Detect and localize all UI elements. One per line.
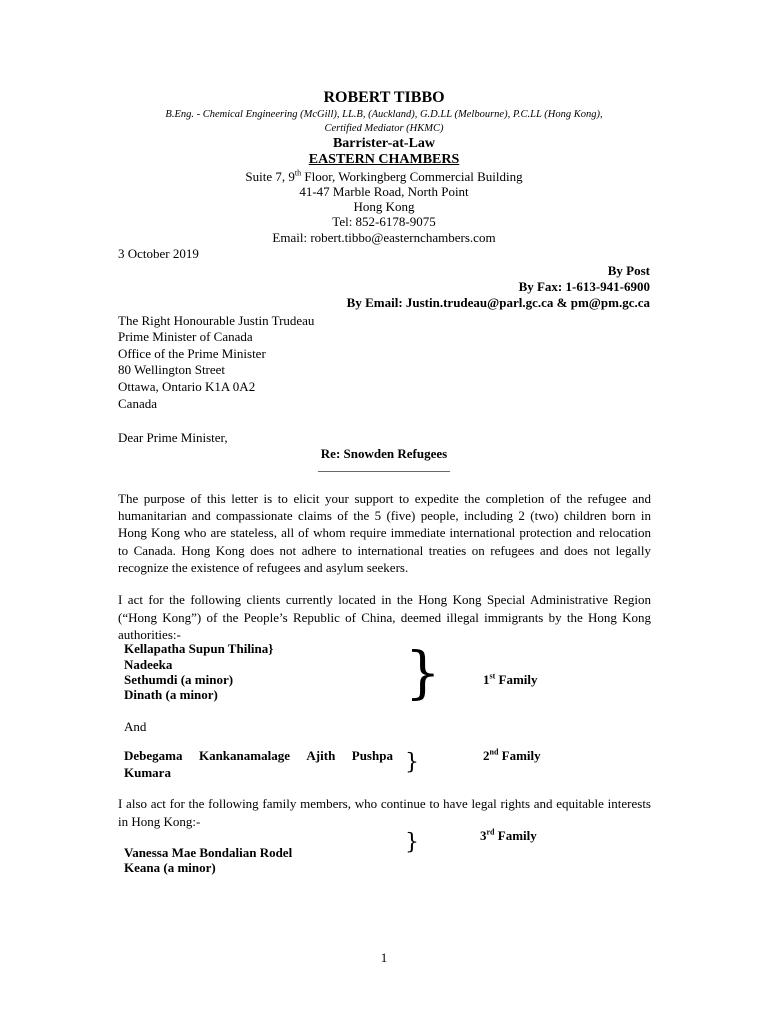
family2-label-sup: nd	[489, 747, 499, 757]
letterhead-name: ROBERT TIBBO	[323, 89, 445, 106]
subject-line: Re: Snowden Refugees	[320, 446, 448, 461]
family3-brace: }	[405, 830, 419, 855]
delivery-email: By Email: Justin.trudeau@parl.gc.ca & pm@pm.gc.ca	[346, 295, 650, 310]
family2-name-part-1: Debegama	[124, 748, 183, 763]
paragraph-family-members: I also act for the following family members, who continue to have legal rights and equitable interests in Hong Kong:-	[118, 796, 651, 829]
letterhead-chambers: EASTERN CHAMBERS	[308, 152, 460, 167]
family2-label-word: Family	[498, 748, 541, 763]
letterhead-title: Barrister-at-Law	[332, 136, 436, 151]
family2-label	[483, 748, 541, 764]
letterhead-credentials-line2: Certified Mediator (HKMC)	[324, 123, 444, 134]
paragraph-clients: I act for the following clients currently located in the Hong Kong Special Administrative Region (“Hong Kong”) of the People’s Republic of China, deemed illegal immigrants by the Hong Kong authorities:-	[118, 592, 651, 642]
subject-rule: ______________________	[318, 459, 450, 473]
family1-member-2: Nadeeka	[124, 657, 173, 672]
recipient-line2: Prime Minister of Canada	[118, 329, 253, 344]
letter-date: 3 October 2019	[118, 246, 199, 261]
family3-label-num: 3	[480, 828, 487, 843]
letterhead-credentials-line1: B.Eng. - Chemical Engineering (McGill), LL.B, (Auckland), G.D.LL (Melbourne), P.C.LL (Hong Kong),	[165, 109, 603, 120]
letterhead-address-city: Hong Kong	[353, 199, 415, 214]
address-suite-pre: Suite 7, 9	[245, 169, 295, 184]
delivery-post: By Post	[607, 263, 650, 278]
family1-member-4: Dinath (a minor)	[124, 687, 218, 702]
salutation: Dear Prime Minister,	[118, 430, 228, 445]
page-number: 1	[380, 950, 388, 965]
family2-name-part-4: Pushpa	[351, 748, 393, 763]
family1-member-3: Sethumdi (a minor)	[124, 672, 234, 687]
family1-label-sup: st	[489, 671, 496, 681]
family1-member-1: Kellapatha Supun Thilina}	[124, 641, 274, 656]
family2-label-num: 2	[483, 748, 490, 763]
recipient-line6: Canada	[118, 396, 157, 411]
and-connector: And	[124, 719, 147, 734]
address-suite-post: Floor, Workingberg Commercial Building	[301, 169, 523, 184]
recipient-line1: The Right Honourable Justin Trudeau	[118, 313, 315, 328]
recipient-line4: 80 Wellington Street	[118, 362, 226, 377]
address-suite-sup: th	[294, 168, 302, 178]
family2-name-part-2: Kankanamalage	[198, 748, 290, 763]
letterhead-address-street: 41-47 Marble Road, North Point	[299, 184, 469, 199]
letterhead-address-suite	[0, 169, 768, 185]
family1-label	[483, 672, 538, 688]
family2-member-line1	[124, 748, 393, 764]
family3-member-2: Keana (a minor)	[124, 860, 216, 875]
family1-label-word: Family	[495, 672, 538, 687]
recipient-line3: Office of the Prime Minister	[118, 346, 266, 361]
family3-label-sup: rd	[486, 827, 495, 837]
letterhead-email: Email: robert.tibbo@easternchambers.com	[272, 230, 496, 245]
family1-brace: }	[405, 641, 441, 706]
family3-member-1: Vanessa Mae Bondalian Rodel	[124, 845, 293, 860]
family3-label-word: Family	[494, 828, 537, 843]
recipient-line5: Ottawa, Ontario K1A 0A2	[118, 379, 256, 394]
family1-label-num: 1	[483, 672, 490, 687]
family2-brace: }	[405, 750, 419, 775]
paragraph-purpose: The purpose of this letter is to elicit your support to expedite the completion of the refugee and humanitarian and compassionate claims of the 5 (five) people, including 2 (two) children born in Hong Kong who are stateless, all of whom require immediate international protection and relocation to Canada. Hong Kong does not adhere to international treaties on refugees and does not legally recognize the existence of refugees and asylum seekers.	[118, 491, 651, 575]
family2-member-line2: Kumara	[124, 765, 171, 780]
family2-name-part-3: Ajith	[306, 748, 336, 763]
letterhead-tel: Tel: 852-6178-9075	[332, 214, 436, 229]
family3-label	[480, 828, 537, 844]
delivery-fax: By Fax: 1-613-941-6900	[518, 279, 650, 294]
